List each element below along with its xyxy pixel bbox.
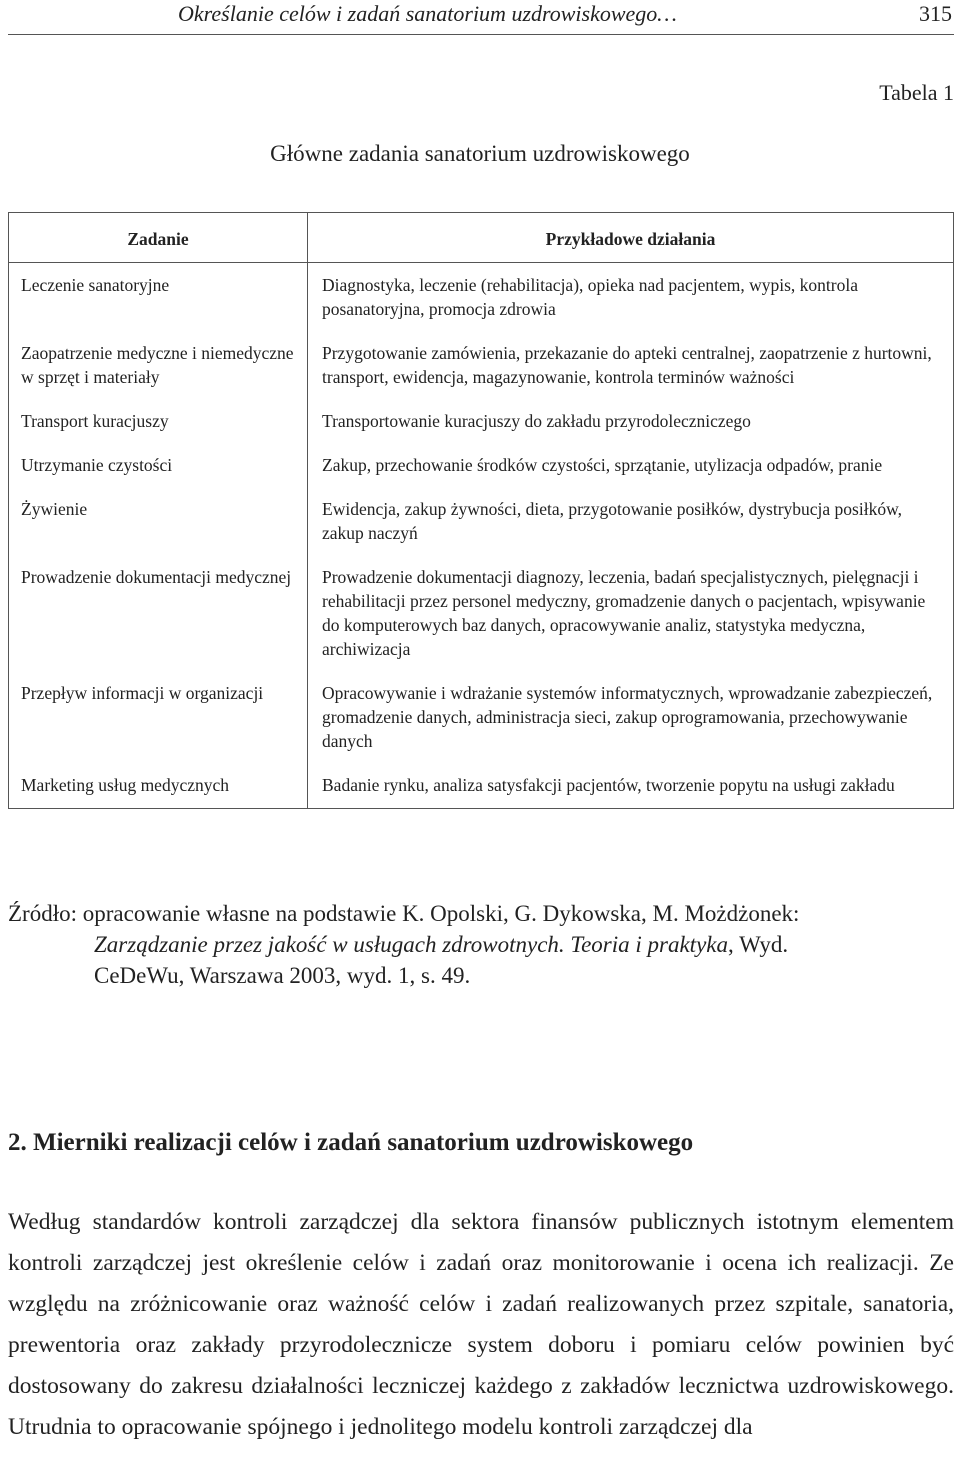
actions-cell: Prowadzenie dokumentacji diagnozy, leczenia, badań specjalistycznych, pielęgnacji i rehabilitacji przez personel medyczny, gromadzenie danych o pacjentach, wpisywanie do komputerowych baz danych, opracowywanie analiz, statystyka medyczna, archiwizacja bbox=[308, 555, 954, 671]
source-indent-line bbox=[8, 929, 954, 960]
task-cell: Transport kuracjuszy bbox=[9, 399, 308, 443]
task-cell: Utrzymanie czystości bbox=[9, 443, 308, 487]
table-source-note bbox=[8, 898, 954, 991]
table-row bbox=[9, 555, 954, 671]
section-heading: 2. Mierniki realizacji celów i zadań sanatorium uzdrowiskowego bbox=[8, 1129, 694, 1156]
actions-cell: Opracowywanie i wdrażanie systemów informatycznych, wprowadzanie zabezpieczeń, gromadzenie danych, administracja sieci, zakup oprogramowania, przechowywanie danych bbox=[308, 671, 954, 763]
running-header-title: Określanie celów i zadań sanatorium uzdrowiskowego… bbox=[178, 1, 677, 26]
running-header bbox=[8, 0, 954, 35]
table-title: Główne zadania sanatorium uzdrowiskowego bbox=[270, 141, 690, 166]
table-label: Tabela 1 bbox=[879, 80, 954, 105]
table-row bbox=[9, 443, 954, 487]
source-line-2: CeDeWu, Warszawa 2003, wyd. 1, s. 49. bbox=[94, 963, 471, 988]
actions-cell: Badanie rynku, analiza satysfakcji pacjentów, tworzenie popytu na usługi zakładu bbox=[308, 763, 954, 809]
task-cell: Marketing usług medycznych bbox=[9, 763, 308, 809]
tasks-table bbox=[8, 212, 954, 809]
table-row bbox=[9, 763, 954, 809]
task-cell: Żywienie bbox=[9, 487, 308, 555]
actions-cell: Zakup, przechowanie środków czystości, sprzątanie, utylizacja odpadów, pranie bbox=[308, 443, 954, 487]
table-row bbox=[9, 671, 954, 763]
source-prefix: Źródło: opracowanie własne na podstawie K. Opolski, G. Dykowska, M. Możdżonek: bbox=[8, 901, 800, 926]
body-paragraph: Według standardów kontroli zarządczej dla sektora finansów publicznych istotnym elementem kontroli zarządczej jest określenie celów i zadań oraz monitorowanie i ocena ich realizacji. Ze względu na zróżnicowanie oraz ważność celów i zadań realizowanych przez szpitale, sanatoria, prewentoria oraz zakłady przyrodolecznicze system doboru i pomiaru celów powinien być dostosowany do zakresu działalności leczniczej każdego z zakładów lecznictwa uzdrowiskowego. Utrudnia to opracowanie spójnego i jednolitego modelu kontroli zarządczej dla bbox=[8, 1209, 954, 1440]
table-row bbox=[9, 331, 954, 399]
column-header-task: Zadanie bbox=[9, 213, 308, 263]
actions-cell: Ewidencja, zakup żywności, dieta, przygotowanie posiłków, dystrybucja posiłków, zakup naczyń bbox=[308, 487, 954, 555]
column-header-actions: Przykładowe działania bbox=[308, 213, 954, 263]
task-cell: Przepływ informacji w organizacji bbox=[9, 671, 308, 763]
table-header-row bbox=[9, 213, 954, 263]
actions-cell: Diagnostyka, leczenie (rehabilitacja), opieka nad pacjentem, wypis, kontrola posanatoryjna, promocja zdrowia bbox=[308, 263, 954, 332]
actions-cell: Przygotowanie zamówienia, przekazanie do apteki centralnej, zaopatrzenie z hurtowni, transport, ewidencja, magazynowanie, kontrola terminów ważności bbox=[308, 331, 954, 399]
table-row bbox=[9, 487, 954, 555]
task-cell: Prowadzenie dokumentacji medycznej bbox=[9, 555, 308, 671]
source-book-title: Zarządzanie przez jakość w usługach zdrowotnych. Teoria i praktyka bbox=[94, 932, 728, 957]
task-cell: Zaopatrzenie medyczne i niemedyczne w sprzęt i materiały bbox=[9, 331, 308, 399]
source-suffix: , Wyd. bbox=[727, 932, 789, 957]
table-row bbox=[9, 399, 954, 443]
page-number: 315 bbox=[919, 1, 952, 26]
task-cell: Leczenie sanatoryjne bbox=[9, 263, 308, 332]
actions-cell: Transportowanie kuracjuszy do zakładu przyrodoleczniczego bbox=[308, 399, 954, 443]
table-row bbox=[9, 263, 954, 332]
